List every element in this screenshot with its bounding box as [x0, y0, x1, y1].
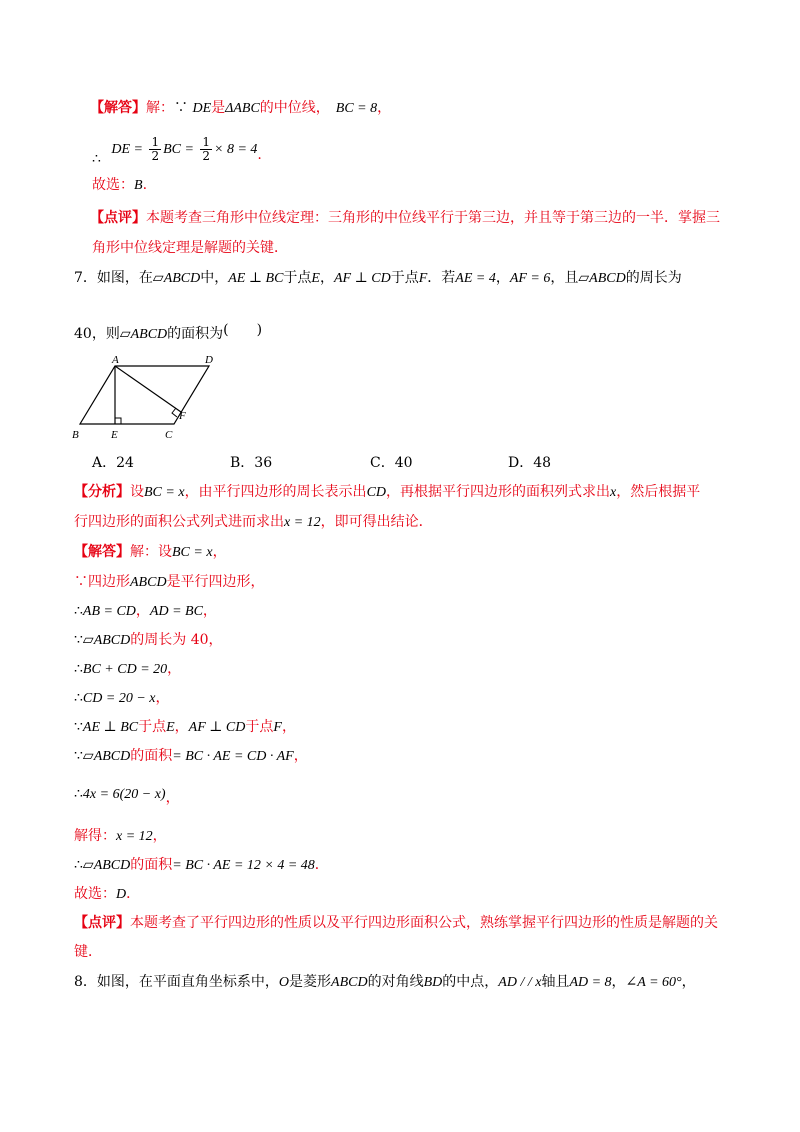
label-b: B	[72, 429, 79, 441]
comment-line-2: 键．	[74, 944, 102, 960]
analysis-line-2: 行四边形的面积公式列式进而求出x = 12，即可得出结论．	[74, 514, 433, 530]
solution-line-4: ∵▱ABCD的周长为 40，	[74, 632, 223, 648]
parallelogram-figure	[68, 350, 218, 445]
fraction-half: $\frac{1}{2}$	[202, 134, 211, 163]
fraction-half: $\frac{1}{2}$	[151, 134, 160, 163]
solution-line-10: 解得：x = 12，	[74, 828, 167, 844]
option-a[interactable]: A．24	[92, 455, 134, 471]
option-b[interactable]: B．36	[230, 455, 273, 471]
solution-line-7: ∵AE ⊥ BC于点E，AF ⊥ CD于点F，	[74, 719, 296, 735]
label-a: A	[112, 354, 119, 366]
analysis-line-1: 【分析】设BC = x，由平行四边形的周长表示出CD，再根据平行四边形的面积列式求出x，然后根据平	[74, 484, 701, 500]
altitude-af	[115, 366, 181, 412]
right-angle-e	[115, 418, 121, 424]
solution-line-3: ∴AB = CD，AD = BC，	[74, 603, 217, 619]
q7-stem-line-2: 40，则▱ABCD的面积为( )	[74, 322, 263, 342]
label-e: E	[111, 429, 118, 441]
prev-answer-formula: ∴ DE = $\frac{1}{2}$ BC = $\frac{1}{2}$ × 8 = 4.	[92, 134, 262, 167]
parallelogram-abcd	[80, 366, 209, 424]
answer-tag: 【解答】	[90, 100, 146, 116]
prev-answer-choice: 故选：B.	[92, 177, 148, 193]
solution-line-1: 【解答】解：设BC = x，	[74, 544, 227, 560]
solution-line-12: 故选：D．	[74, 886, 141, 902]
comment-tag: 【点评】	[74, 915, 130, 931]
comment-line-1: 【点评】本题考查了平行四边形的性质以及平行四边形面积公式，熟练掌握平行四边形的性质是解题的关	[74, 915, 718, 931]
q8-stem-line-1: 8．如图，在平面直角坐标系中，O是菱形ABCD的对角线BD的中点，AD / / x轴且AD = 8，∠A = 60°，	[74, 974, 696, 990]
label-c: C	[165, 429, 173, 441]
solution-line-2: ∵四边形ABCD是平行四边形，	[74, 574, 265, 590]
prev-comment-line-1: 【点评】本题考查三角形中位线定理：三角形的中位线平行于第三边，并且等于第三边的一半．掌握三	[90, 210, 720, 226]
comment-tag: 【点评】	[90, 210, 146, 226]
solution-line-11: ∴▱ABCD的面积= BC · AE = 12 × 4 = 48．	[74, 857, 329, 873]
solution-line-6: ∴CD = 20 − x，	[74, 690, 170, 706]
solution-line-5: ∴BC + CD = 20，	[74, 661, 182, 677]
option-d[interactable]: D．48	[508, 455, 552, 471]
solution-line-9: ∴4x = 6(20 − x)，	[74, 786, 180, 806]
solution-line-8: ∵▱ABCD的面积= BC · AE = CD · AF，	[74, 748, 308, 764]
prev-comment-line-2: 角形中位线定理是解题的关键．	[92, 240, 288, 256]
answer-tag: 【解答】	[74, 544, 130, 560]
option-c[interactable]: C．40	[370, 455, 413, 471]
q7-stem-line-1: 7．如图，在▱ABCD中，AE ⊥ BC于点E，AF ⊥ CD于点F．若AE = 4，AF = 6，且▱ABCD的周长为	[74, 270, 682, 286]
analysis-tag: 【分析】	[74, 484, 130, 500]
prev-answer-line-1: 【解答】解：∵ DE是ΔABC的中位线， BC = 8，	[90, 100, 392, 116]
label-d: D	[205, 354, 213, 366]
label-f: F	[179, 410, 186, 422]
